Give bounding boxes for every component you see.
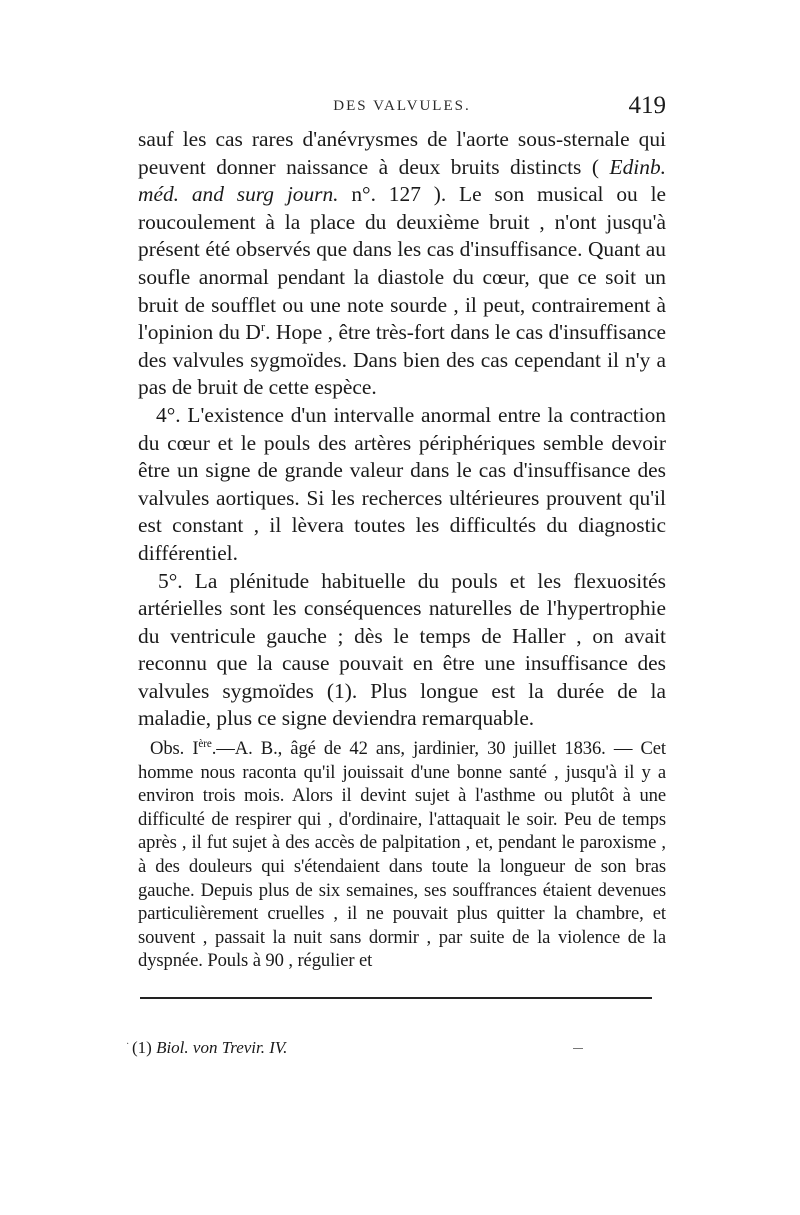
observation-paragraph xyxy=(138,737,666,973)
observation-label: Obs. I xyxy=(150,738,199,759)
citation-journal: Edinb. méd. and surg journ. xyxy=(138,154,666,207)
speck-dash xyxy=(573,1048,583,1049)
paragraph-continued: sauf les cas rares d'anévrysmes de l'aorte sous-sternale qui peuvent donner naissance à deux bruits distincts ( Edinb. méd. and surg journ. n°. 127 ). Le son musical ou le roucoulement à la place du deuxième bruit , n'ont jusqu'à présent été observés que dans les cas d'insuffisance. Quant au soufle anormal pendant la diastole du cœur, que ce soit un bruit de soufflet ou une note sourde , il peut, contrairement à l'opinion du $D^r$. Hope , être très-fort dans le cas d'insuffisance des valvules sygmoïdes. Dans bien des cas cependant il n'y a pas de bruit de cette espèce. xyxy=(138,127,666,400)
footnote-marker: (1) xyxy=(132,1038,152,1057)
observation-text: .—A. B., âgé de 42 ans, jardinier, 30 juillet 1836. — Cet homme nous raconta qu'il jouissait d'une bonne santé , jusqu'à il y a environ trois mois. Alors il devint sujet à l'asthme ou plutôt à une difficulté de respirer qui , d'ordinaire, l'attaquait le soir. Peu de temps après , il fut sujet à des accès de palpitation , et, pendant le paroxisme , à des douleurs qui s'étendaient dans toute la longueur de son bras gauche. Depuis plus de six semaines, ses souffrances étaient devenues particulièrement cruelles , il ne pouvait plus quitter la chambre, et souvent , passait la nuit sans dormir , par suite de la violence de la dyspnée. Pouls à 90 , régulier et xyxy=(138,738,666,972)
running-head xyxy=(138,92,666,128)
running-title: DES VALVULES. xyxy=(333,98,471,114)
footnote-rule xyxy=(140,997,652,999)
observation-block xyxy=(138,737,666,973)
paragraph-point-5: 5°. La plénitude habituelle du pouls et les flexuosités artérielles sont les conséquences naturelles de l'hypertrophie du ventricule gauche ; dès le temps de Haller , on avait reconnu que la cause pouvait en être une insuffisance des valvules sygmoïdes (1). Plus longue est la durée de la maladie, plus ce signe deviendra remarquable. xyxy=(138,568,666,731)
footnote xyxy=(126,1038,288,1058)
speck-mark: · xyxy=(126,1039,130,1050)
page-number: 419 xyxy=(628,92,666,119)
observation-label-sup: ère xyxy=(198,737,212,750)
main-text xyxy=(138,126,666,733)
paragraph-point-4: 4°. L'existence d'un intervalle anormal entre la contraction du cœur et le pouls des artères périphériques semble devoir être un signe de grande valeur dans le cas d'insuffisance des valvules aortiques. Si les recherces ultérieures prouvent qu'il est constant , il lèvera toutes les difficultés du diagnostic différentiel. xyxy=(138,402,666,565)
footnote-text: Biol. von Trevir. IV. xyxy=(156,1038,288,1057)
